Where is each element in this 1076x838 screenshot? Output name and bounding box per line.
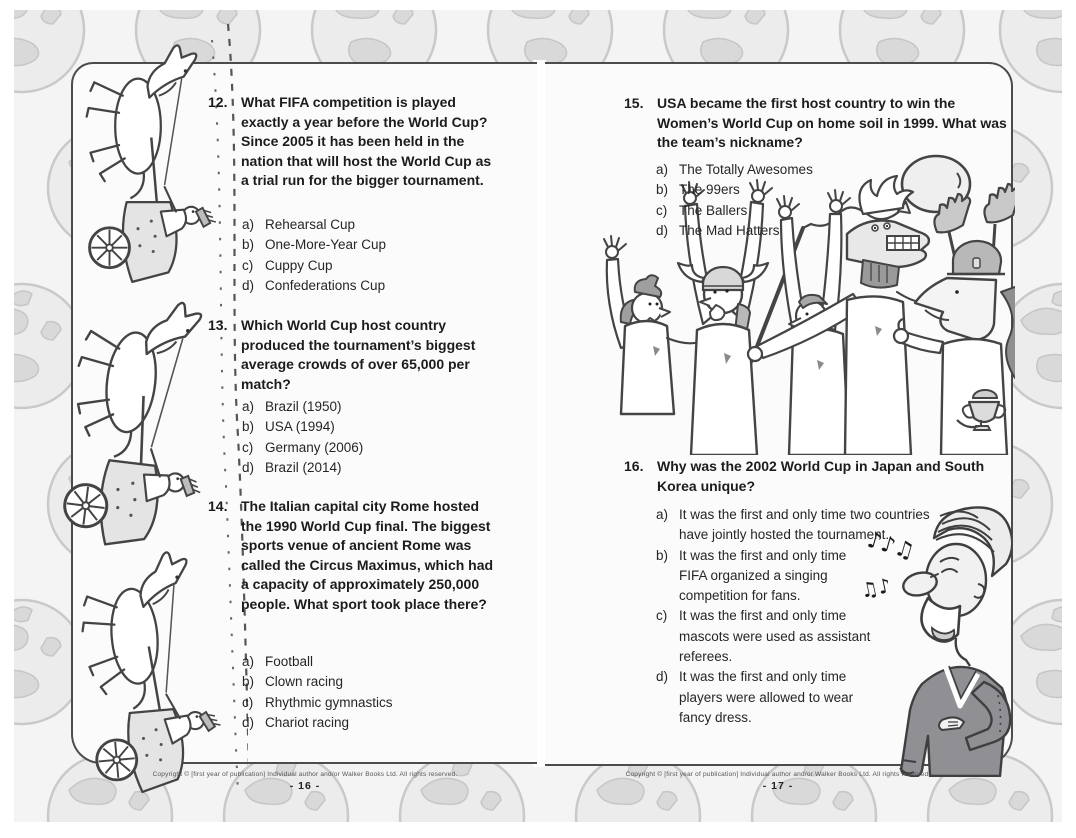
option-row: c) It was the first and only time mascots were used as assistant referees. bbox=[656, 608, 871, 665]
option-row: a) It was the first and only time two countries have jointly hosted the tournament. bbox=[656, 507, 930, 543]
option-row: d) The Mad Hatters bbox=[656, 222, 780, 238]
question-text: Which World Cup host country produced the tournament’s biggest average crowds of over 65,000 per match? bbox=[241, 317, 476, 392]
footer-right bbox=[570, 771, 986, 792]
question-12-options bbox=[242, 215, 386, 296]
option-row: a) Football bbox=[242, 654, 314, 669]
option-row: d) It was the first and only time players were allowed to wear fancy dress. bbox=[656, 669, 854, 725]
fan-1 bbox=[604, 236, 699, 414]
copyright-line: Copyright © [first year of publication] Individual author and/or Walker Books Ltd. All rights reserved. bbox=[152, 771, 458, 778]
option-row: d) Confederations Cup bbox=[242, 277, 386, 293]
question-13 bbox=[208, 316, 508, 394]
question-number: 13. bbox=[208, 317, 228, 333]
option-row: b) Clown racing bbox=[242, 674, 344, 690]
question-15-options bbox=[656, 160, 813, 241]
question-text: USA became the first host country to win the Women’s World Cup on home soil in 1999. What was the team’s nickname? bbox=[657, 95, 1007, 150]
chariot-unit-top bbox=[87, 45, 216, 282]
footer-left bbox=[100, 771, 510, 792]
copyright-line: Copyright © [first year of publication] Individual author and/or Walker Books Ltd. All rights reserved. bbox=[625, 771, 931, 778]
question-16-options bbox=[656, 505, 959, 728]
question-text: Why was the 2002 World Cup in Japan and South Korea unique? bbox=[657, 458, 985, 494]
chariot-unit-bottom bbox=[76, 549, 225, 796]
question-text: The Italian capital city Rome hosted the 1990 World Cup final. The biggest sports venue of ancient Rome was called the Circus Maximus, which had a capacity of approximately 250,000 people. What sport took place there? bbox=[241, 498, 494, 612]
question-14-options bbox=[242, 652, 393, 733]
option-row: a) The Totally Awesomes bbox=[656, 162, 813, 177]
page-number-label: - 16 - bbox=[289, 780, 321, 792]
option-row: a) Rehearsal Cup bbox=[242, 217, 356, 232]
option-row: d) Chariot racing bbox=[242, 714, 350, 730]
question-number: 14. bbox=[208, 498, 228, 514]
option-row: c) Germany (2006) bbox=[242, 439, 364, 455]
question-13-options bbox=[242, 397, 363, 478]
svg-text:♪♪♫: ♪♪♫ bbox=[864, 527, 918, 565]
question-12 bbox=[208, 93, 508, 191]
option-row: c) The Ballers bbox=[656, 202, 748, 218]
question-number: 15. bbox=[624, 95, 644, 111]
question-number: 12. bbox=[208, 94, 228, 110]
option-row: a) Brazil (1950) bbox=[242, 399, 342, 414]
svg-text:♫♪: ♫♪ bbox=[858, 573, 894, 603]
option-row: b) It was the first and only time FIFA organized a singing competition for fans. bbox=[656, 547, 847, 604]
option-row: c) Rhythmic gymnastics bbox=[242, 694, 393, 710]
question-15 bbox=[624, 94, 1024, 153]
question-16 bbox=[624, 457, 1024, 496]
question-text: What FIFA competition is played exactly a year before the World Cup? Since 2005 it has been held in the nation that will host the World Cup as a trial run for the bigger tournament. bbox=[241, 94, 492, 188]
option-row: b) USA (1994) bbox=[242, 419, 335, 435]
fan-foam-hand-helmet bbox=[894, 184, 1015, 455]
option-row: c) Cuppy Cup bbox=[242, 257, 333, 273]
option-row: d) Brazil (2014) bbox=[242, 459, 342, 475]
page-number-label: - 17 - bbox=[762, 780, 794, 792]
option-row: b) The 99ers bbox=[656, 182, 740, 198]
chariot-unit-middle bbox=[58, 291, 223, 555]
option-row: b) One-More-Year Cup bbox=[242, 237, 387, 253]
question-number: 16. bbox=[624, 458, 644, 474]
question-14 bbox=[208, 497, 518, 614]
